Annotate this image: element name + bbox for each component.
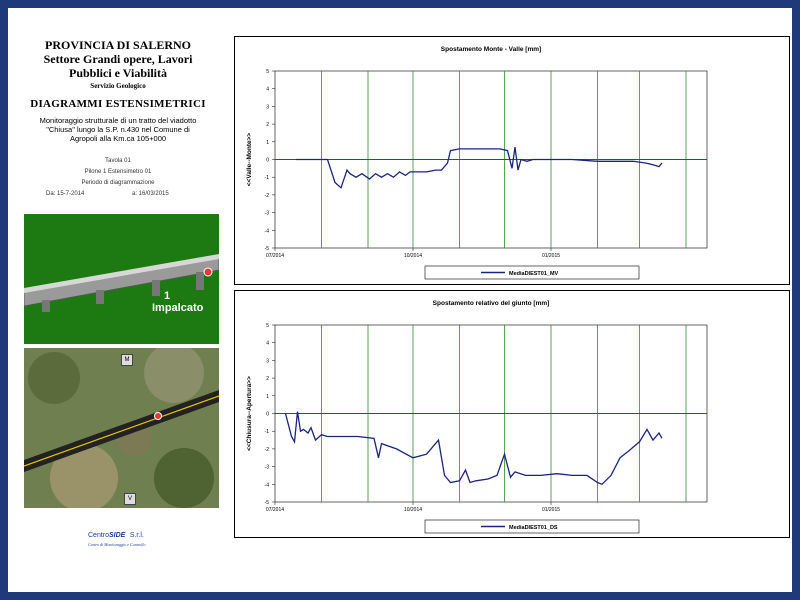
y-tick-label: -5	[264, 500, 269, 506]
viaduct-photo	[24, 214, 219, 344]
y-tick-label: -1	[264, 429, 269, 436]
aerial-map	[24, 348, 219, 508]
legend-label: MediaDIEST01_DS	[509, 525, 558, 531]
y-tick-label: 4	[266, 340, 269, 347]
y-tick-label: 2	[266, 122, 269, 129]
cover-sidebar	[8, 8, 228, 592]
photo-label: Impalcato	[152, 302, 204, 314]
y-tick-label: -3	[264, 464, 269, 471]
periodo-label: Periodo di diagrammazione	[81, 180, 155, 186]
viaduct-drawing	[24, 214, 219, 344]
y-tick-label: -5	[264, 246, 269, 252]
y-tick-label: 4	[266, 86, 269, 93]
date-from: Da: 15-7-2014	[46, 191, 85, 197]
chart-giunto	[234, 290, 790, 538]
x-tick-label: 10/2014	[403, 253, 423, 259]
org-title: PROVINCIA DI SALERNO	[44, 38, 192, 52]
y-tick-label: 0	[266, 411, 269, 418]
logo-text-left: Centro	[88, 532, 110, 539]
map-marker-v: V	[124, 493, 136, 505]
logo-text-right: S.r.l.	[129, 532, 144, 539]
chart-monte-valle	[234, 36, 790, 285]
chart-title: Spostamento Monte - Valle [mm]	[440, 46, 542, 53]
y-tick-label: 5	[266, 323, 269, 329]
chart-title: Spostamento relativo del giunto [mm]	[432, 300, 550, 307]
y-tick-label: -4	[264, 482, 269, 489]
description-line-1: Monitoraggio strutturale di un tratto del viadotto	[39, 116, 197, 125]
y-tick-label: -2	[264, 192, 269, 199]
doc-title: DIAGRAMMI ESTENSIMETRICI	[30, 98, 206, 110]
y-tick-label: 0	[266, 157, 269, 164]
description-line-3: Agropoli alla Km.ca 105+000	[69, 134, 167, 143]
pilone-label: Pilone 1 Estensimetro 01	[84, 169, 152, 175]
aerial-map-drawing	[24, 348, 219, 508]
company-logo	[88, 524, 208, 547]
y-tick-label: -1	[264, 175, 269, 182]
logo-text-mid: SIDE	[109, 532, 126, 539]
y-axis-label: <<Chiusura--Apertura>>	[246, 376, 253, 451]
page	[8, 8, 792, 592]
y-tick-label: -3	[264, 210, 269, 217]
legend-label: MediaDIEST01_MV	[509, 271, 559, 277]
dept-line-2: Pubblici e Viabilità	[68, 66, 167, 80]
dept-line-1: Settore Grandi opere, Lavori	[43, 52, 193, 66]
y-tick-label: 1	[266, 393, 269, 400]
date-to: a: 16/03/2015	[132, 191, 169, 197]
y-tick-label: -2	[264, 446, 269, 453]
photo-number: 1	[164, 290, 171, 302]
x-tick-label: 07/2014	[265, 507, 285, 513]
y-tick-label: -4	[264, 228, 269, 235]
y-tick-label: 2	[266, 376, 269, 383]
x-tick-label: 10/2014	[403, 507, 423, 513]
y-tick-label: 3	[266, 104, 269, 111]
y-tick-label: 5	[266, 69, 269, 75]
logo-subtitle: Centro di Monitoraggio e Controllo	[88, 542, 146, 547]
tavola-label: Tavola 01	[105, 158, 131, 164]
x-tick-label: 07/2014	[265, 253, 285, 259]
description-line-2: "Chiusa" lungo la S.P. n.430 nel Comune di	[46, 125, 190, 134]
y-axis-label: <<Valle--Monte>>	[246, 132, 253, 187]
service-label: Servizio Geologico	[90, 82, 146, 90]
chart-giunto-svg	[235, 291, 789, 537]
x-tick-label: 01/2015	[541, 507, 561, 513]
map-marker-m: M	[121, 354, 133, 366]
x-tick-label: 01/2015	[541, 253, 561, 259]
y-tick-label: 1	[266, 139, 269, 146]
chart-monte-valle-svg	[235, 37, 789, 284]
y-tick-label: 3	[266, 358, 269, 365]
